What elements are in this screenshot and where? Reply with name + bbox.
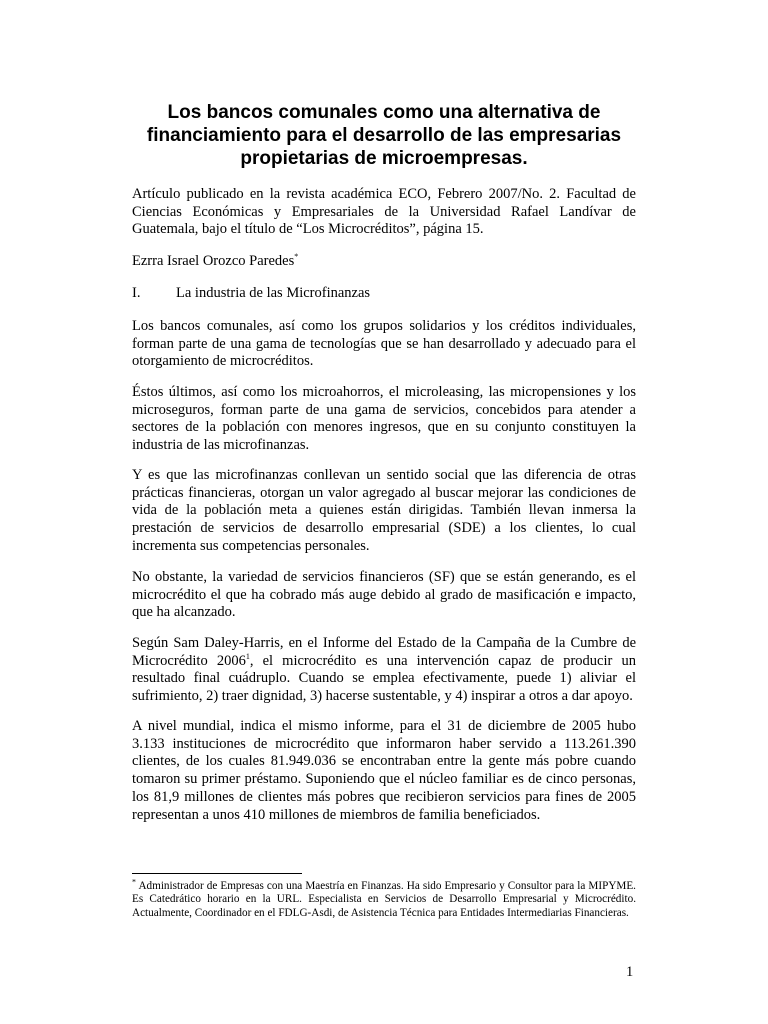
section-title: La industria de las Microfinanzas bbox=[176, 285, 371, 301]
footnote-divider bbox=[132, 873, 302, 874]
section-number: I. bbox=[132, 285, 141, 301]
page-number: 1 bbox=[626, 964, 634, 980]
paragraph-6: A nivel mundial, indica el mismo informe, para el 31 de diciembre de 2005 hubo 3.133 instituciones de microcrédito que informaron haber servido a 113.261.390 clientes, de los cuales 81.949.036 se encontraban entre la gente más pobre cuando tomaron su primer préstamo. Suponiendo que el núcleo familiar es de cinco personas, los 81,9 millones de clientes más pobres que recibieron servicios para fines de 2005 representan a unos 410 millones de miembros de familia beneficiados. bbox=[132, 718, 636, 823]
paragraph-3: Y es que las microfinanzas conllevan un sentido social que las diferencia de otras prácticas financieras, otorgan un valor agregado al buscar mejorar las condiciones de vida de la población meta a quienes están dirigidas. También llevan inmersa la prestación de servicios de desarrollo empresarial (SDE) a los clientes, lo cual incrementa sus competencias personales. bbox=[132, 467, 636, 554]
footnote-text: Administrador de Empresas con una Maestría en Finanzas. Ha sido Empresario y Consultor para la MIPYME. Es Catedrático horario en la URL. Especialista en Servicios de Desarrollo Empresarial y Microcrédito. Actualmente, Coordinador en el FDLG-Asdi, de Asistencia Técnica para Entidades Intermediarias Financieras. bbox=[132, 880, 636, 919]
footnote bbox=[132, 877, 636, 920]
document-title: Los bancos comunales como una alternativa de financiamiento para el desarrollo de las empresarias propietarias de microempresas. bbox=[146, 102, 622, 169]
paragraph-4: No obstante, la variedad de servicios financieros (SF) que se están generando, es el microcrédito el que ha cobrado más auge debido al grado de masificación e impacto, que ha alcanzado. bbox=[132, 569, 636, 621]
footnote-ref-1: 1 bbox=[245, 651, 250, 661]
footnote-mark: * bbox=[132, 877, 136, 887]
paragraph-2: Éstos últimos, así como los microahorros, el microleasing, las micropensiones y los microseguros, forman parte de una gama de servicios, concebidos para atender a sectores de la población con menores ingresos, que en su conjunto constituyen la industria de las microfinanzas. bbox=[132, 384, 636, 454]
author-footnote-mark: * bbox=[294, 252, 299, 262]
section-heading bbox=[132, 285, 370, 303]
paragraph-5 bbox=[132, 635, 636, 706]
paragraph-1: Los bancos comunales, así como los grupos solidarios y los créditos individuales, forman parte de una gama de tecnologías que se han desarrollado y adecuado para el otorgamiento de microcréditos. bbox=[132, 318, 636, 370]
paragraph-5-text-b: , el microcrédito es una intervención capaz de producir un resultado final cuádruplo. Cuando se emplea efectivamente, puede 1) aliviar el sufrimiento, 2) traer dignidad, 3) hacerse sustentable, y 4) inspirar a otros a dar apoyo. bbox=[132, 652, 636, 705]
publication-note: Artículo publicado en la revista académica ECO, Febrero 2007/No. 2. Facultad de Ciencias Económicas y Empresariales de la Universidad Rafael Landívar de Guatemala, bajo el título de “Los Microcréditos”, página 15. bbox=[132, 186, 636, 238]
author-line bbox=[132, 253, 298, 271]
paragraph-5-text-a: Según Sam Daley-Harris, en el Informe del Estado de la Campaña de la Cumbre de Microcrédito 2006 bbox=[132, 635, 636, 669]
author-name: Ezrra Israel Orozco Paredes bbox=[132, 253, 295, 269]
